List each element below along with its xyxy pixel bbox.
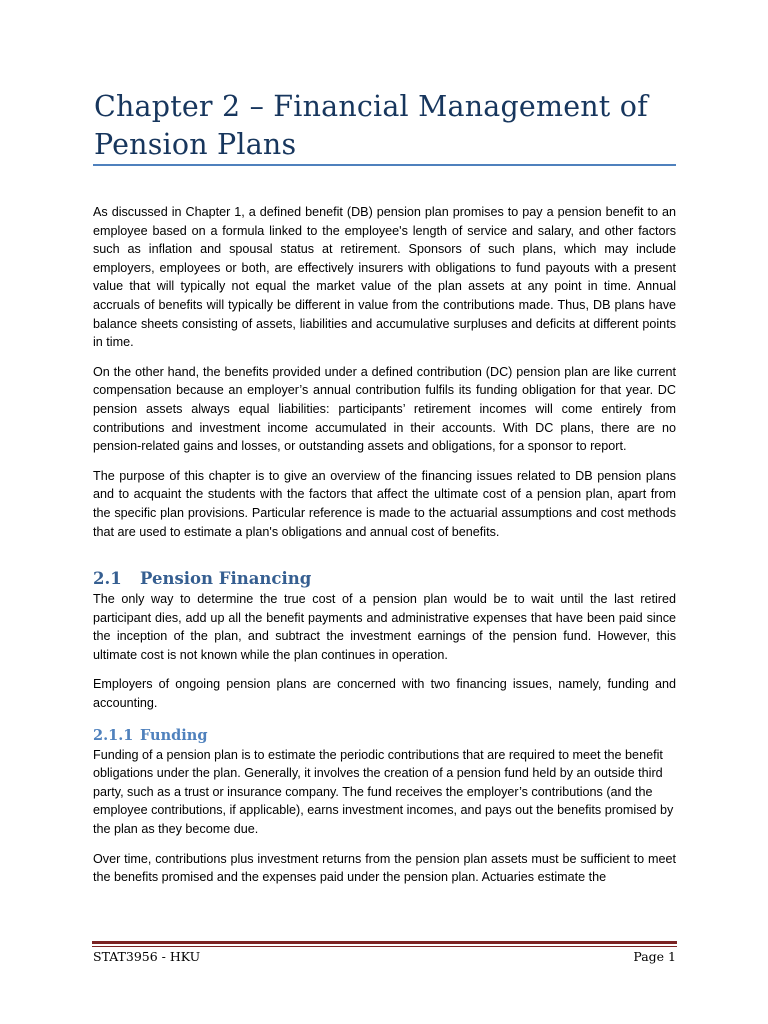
intro-paragraph-3: The purpose of this chapter is to give an overview of the financing issues related to DB pension plans and to acquaint the students with the factors that affect the ultimate cost of a pension plan, apart from the specific plan provisions. Particular reference is made to the actuarial assumptions and cost methods that are used to estimate a plan's obligations and annual cost of benefits. bbox=[93, 468, 676, 539]
subsection-title: Funding bbox=[140, 726, 208, 744]
footer-page-number: Page 1 bbox=[633, 949, 676, 964]
title-divider bbox=[93, 164, 676, 166]
section-heading-2-1 bbox=[93, 568, 676, 590]
section-2-1-1-paragraph-2: Over time, contributions plus investment returns from the pension plan assets must be sufficient to meet the benefits promised and the expenses paid under the pension plan. Actuaries estimate the bbox=[93, 851, 676, 885]
subsection-number: 2.1.1 bbox=[93, 726, 134, 744]
section-number: 2.1 bbox=[93, 569, 122, 589]
section-title: Pension Financing bbox=[140, 569, 312, 589]
section-2-1-paragraph-2: Employers of ongoing pension plans are concerned with two financing issues, namely, funding and accounting. bbox=[93, 677, 676, 711]
footer-divider-thin bbox=[92, 946, 677, 947]
intro-paragraph-1: As discussed in Chapter 1, a defined benefit (DB) pension plan promises to pay a pension benefit to an employee based on a formula linked to the employee's length of service and salary, and other factors such as inflation and spousal status at retirement. Sponsors of such plans, which may include employers, employees or both, are effectively insurers with obligations to fund payouts with a present value that will typically not equal the market value of the plan assets at any point in time. Annual accruals of benefits will typically be different in value from the contributions made. Thus, DB plans have balance sheets consisting of assets, liabilities and accumulative surpluses and deficits at different points in time. bbox=[93, 205, 676, 350]
document-body bbox=[93, 203, 676, 898]
section-2-1-1-paragraph-1: Funding of a pension plan is to estimate the periodic contributions that are required to meet the benefit obligations under the plan. Generally, it involves the creation of a pension fund held by an outside third party, such as a trust or insurance company. The fund receives the employer’s contributions (and the employee contributions, if applicable), earns investment incomes, and pays out the benefits promised by the plan as they become due. bbox=[93, 747, 674, 837]
footer-divider-thick bbox=[92, 941, 677, 944]
page-title: Chapter 2 – Financial Management of Pension Plans bbox=[94, 90, 648, 161]
section-heading-2-1-1 bbox=[93, 726, 676, 746]
section-2-1-paragraph-1: The only way to determine the true cost of a pension plan would be to wait until the last retired participant dies, add up all the benefit payments and administrative expenses that have been paid since the inception of the plan, and subtract the investment earnings of the pension fund. However, this ultimate cost is not known while the plan continues in operation. bbox=[93, 592, 676, 662]
intro-paragraph-2: On the other hand, the benefits provided under a defined contribution (DC) pension plan are like current compensation because an employer’s annual contribution fulfils its funding obligation for that year. DC pension assets always equal liabilities: participants’ retirement incomes will come entirely from contributions and investment income accumulated in their accounts. With DC plans, there are no pension-related gains and losses, or outstanding assets and obligations, for a sponsor to report. bbox=[93, 364, 676, 454]
footer-course-label: STAT3956 - HKU bbox=[93, 949, 201, 964]
